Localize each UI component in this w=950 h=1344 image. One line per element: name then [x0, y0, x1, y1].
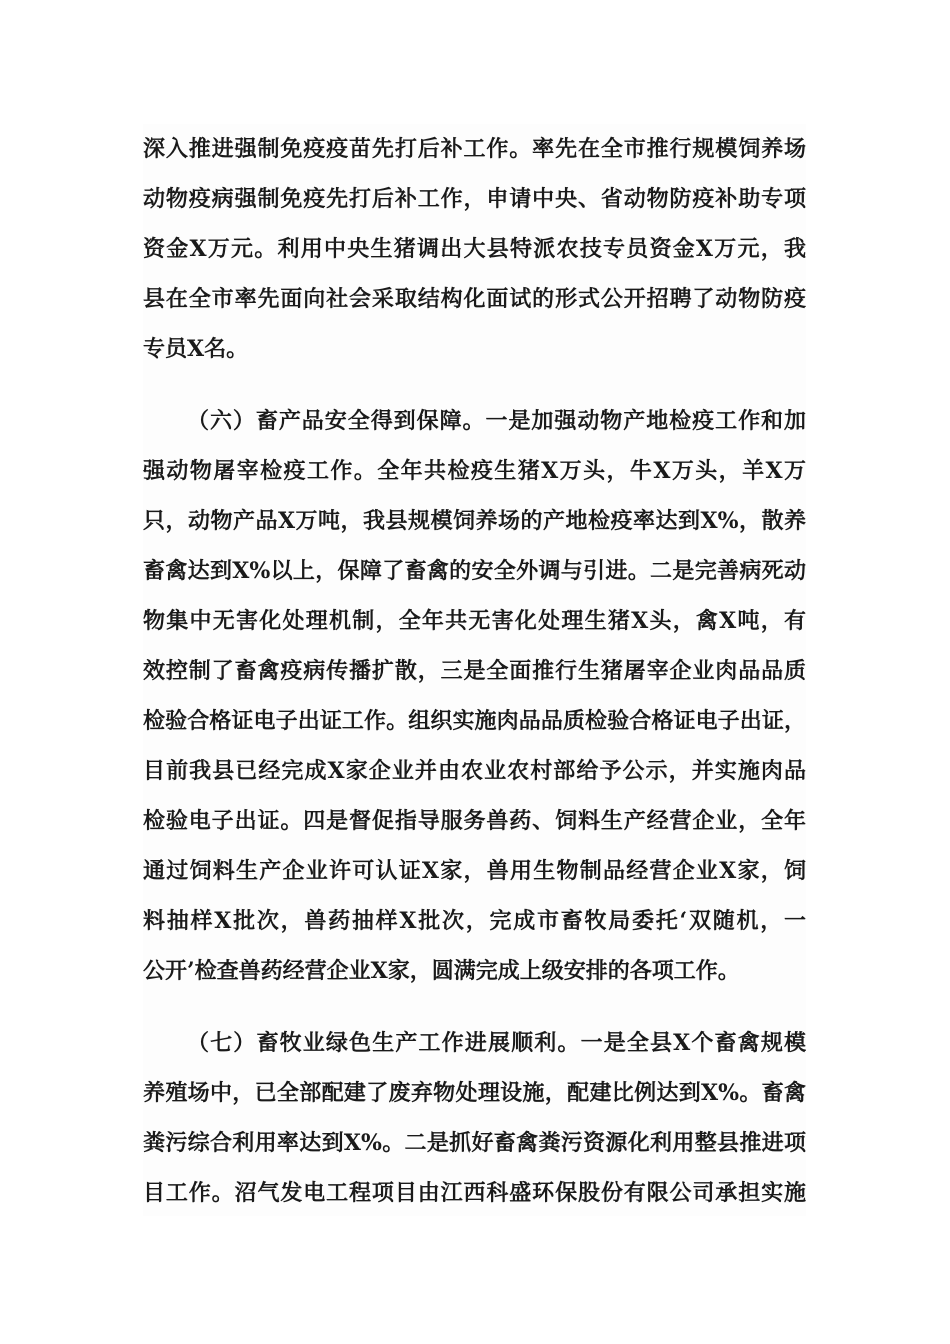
paragraph-3-line-4: 目工作。沼气发电工程项目由江西科盛环保股份有限公司承担实施 [143, 1180, 806, 1206]
paragraph-2-line-12: 公开’检查兽药经营企业X家，圆满完成上级安排的各项工作。 [143, 958, 740, 984]
paragraph-1-line-2: 动物疫病强制免疫先打后补工作，申请中央、省动物防疫补助专项 [143, 186, 806, 212]
paragraph-3-line-3: 粪污综合利用率达到X%。二是抓好畜禽粪污资源化利用整县推进项 [143, 1130, 806, 1156]
paragraph-2-line-2: 强动物屠宰检疫工作。全年共检疫生猪X万头，牛X万头，羊X万 [143, 458, 806, 484]
paragraph-1-line-4: 县在全市率先面向社会采取结构化面试的形式公开招聘了动物防疫 [143, 286, 806, 312]
paragraph-2-line-4: 畜禽达到X%以上，保障了畜禽的安全外调与引进。二是完善病死动 [143, 558, 806, 584]
paragraph-2-line-9: 检验电子出证。四是督促指导服务兽药、饲料生产经营企业，全年 [143, 808, 806, 834]
document-body [143, 124, 806, 1216]
paragraph-3-line-1: （七）畜牧业绿色生产工作进展顺利。一是全县X个畜禽规模 [187, 1030, 806, 1056]
paragraph-2-line-1: （六）畜产品安全得到保障。一是加强动物产地检疫工作和加 [187, 408, 806, 434]
paragraph-2-line-8: 目前我县已经完成X家企业并由农业农村部给予公示，并实施肉品 [143, 758, 806, 784]
paragraph-3-line-2: 养殖场中，已全部配建了废弃物处理设施，配建比例达到X%。畜禽 [143, 1080, 806, 1106]
paragraph-2-line-11: 料抽样X批次，兽药抽样X批次，完成市畜牧局委托‘双随机，一 [143, 908, 806, 934]
paragraph-2-line-5: 物集中无害化处理机制，全年共无害化处理生猪X头，禽X吨，有 [143, 608, 806, 634]
paragraph-1-line-1: 深入推进强制免疫疫苗先打后补工作。率先在全市推行规模饲养场 [143, 136, 806, 162]
paragraph-2-line-6: 效控制了畜禽疫病传播扩散，三是全面推行生猪屠宰企业肉品品质 [143, 658, 806, 684]
paragraph-2-line-3: 只，动物产品X万吨，我县规模饲养场的产地检疫率达到X%，散养 [143, 508, 806, 534]
paragraph-1-line-5: 专员X名。 [143, 336, 249, 362]
paragraph-1-line-3: 资金X万元。利用中央生猪调出大县特派农技专员资金X万元，我 [143, 236, 806, 262]
paragraph-2-line-10: 通过饲料生产企业许可认证X家，兽用生物制品经营企业X家，饲 [143, 858, 806, 884]
paragraph-2-line-7: 检验合格证电子出证工作。组织实施肉品品质检验合格证电子出证， [143, 708, 806, 734]
